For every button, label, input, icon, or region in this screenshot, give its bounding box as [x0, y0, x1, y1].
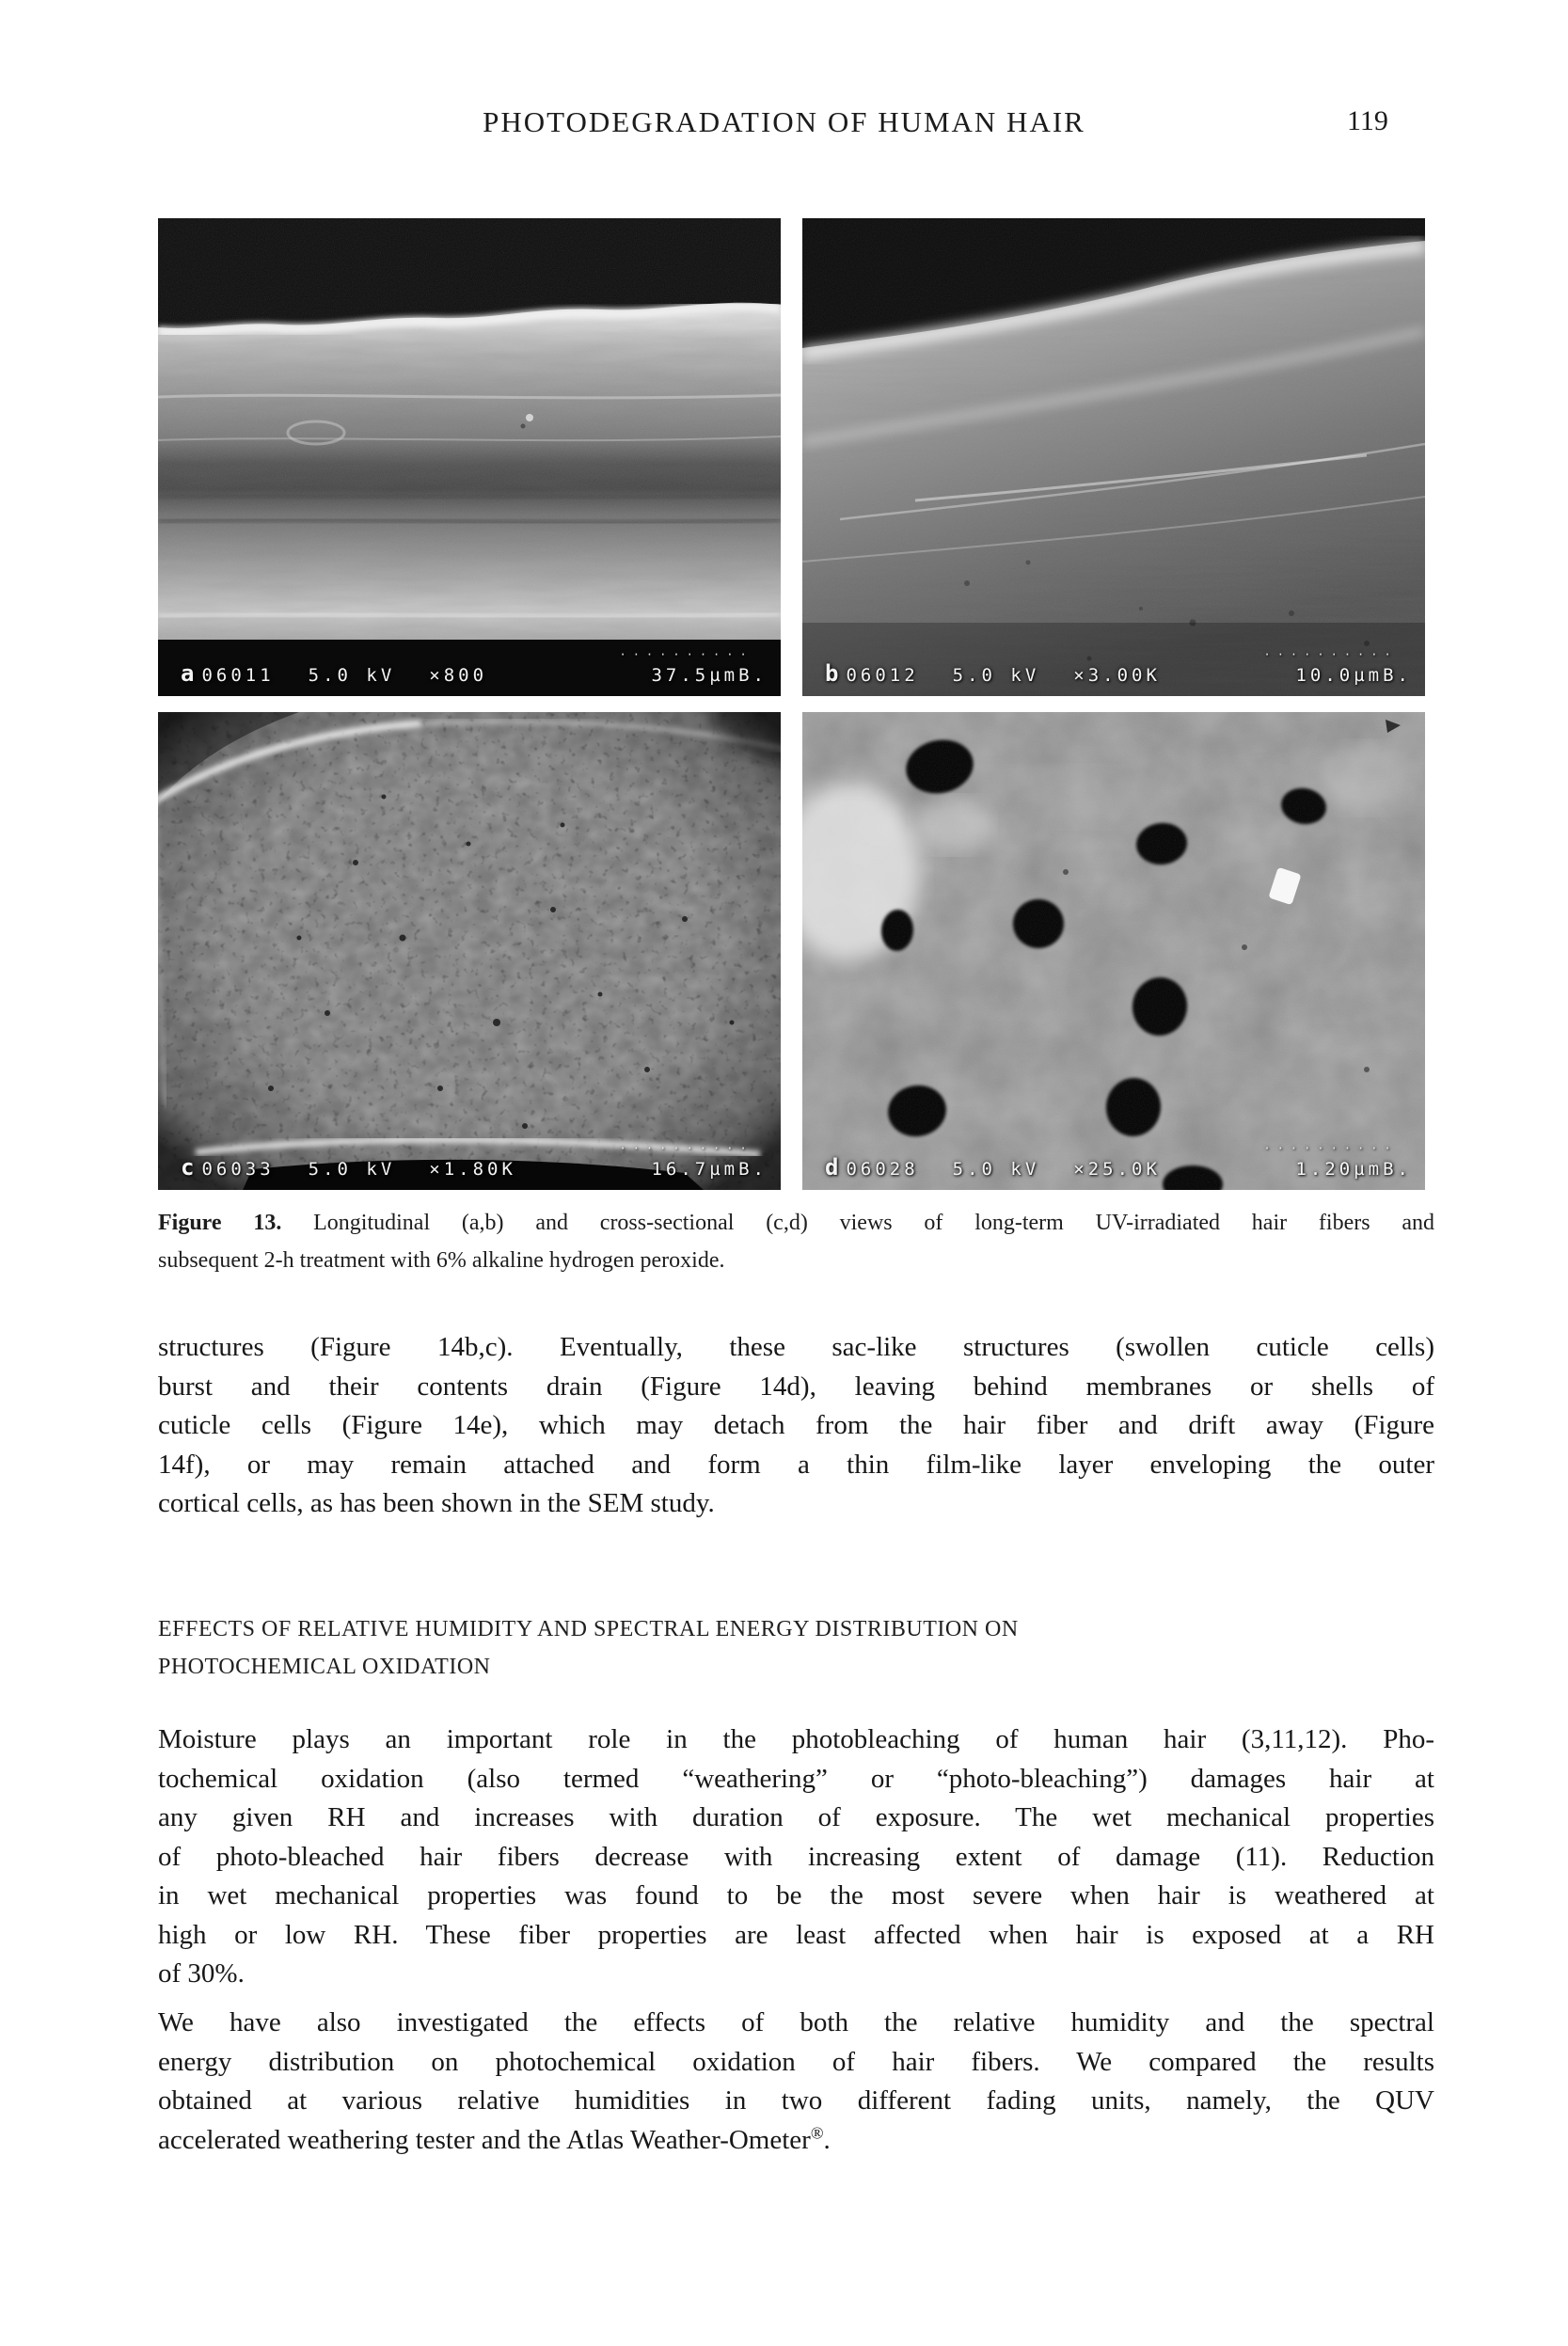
sem-scale — [619, 648, 768, 686]
paragraph-line: obtained at various relative humidities in two different fading units, namely, the QUV — [158, 2085, 1434, 2116]
sem-magnification: ×3.00K — [1073, 665, 1161, 686]
micrograph-a — [158, 218, 781, 696]
paragraph-2 — [158, 1720, 1434, 1994]
paragraph-last-line — [158, 2121, 1434, 2161]
section-heading-line-1: EFFECTS OF RELATIVE HUMIDITY AND SPECTRAL ENERGY DISTRIBUTION ON — [158, 1617, 1019, 1641]
sem-voltage: 5.0 kV — [308, 665, 396, 686]
sem-frame-letter: d — [825, 1154, 843, 1181]
sem-scale — [1263, 648, 1412, 686]
sem-frame-letter: b — [825, 660, 843, 687]
paragraph-line: 14f), or may remain attached and form a thin film-like layer enveloping the outer — [158, 1449, 1434, 1480]
paragraph-line: cortical cells, as has been shown in the SEM study. — [158, 1488, 715, 1518]
sem-voltage: 5.0 kV — [952, 1159, 1040, 1180]
sem-label-c — [181, 1142, 768, 1181]
sem-scale-value: 1.20µmB. — [1295, 1159, 1412, 1180]
sem-frame-letter: c — [181, 1154, 198, 1181]
sem-frame-id: 06028 — [846, 1159, 919, 1180]
sem-voltage: 5.0 kV — [952, 665, 1040, 686]
micrograph-d — [802, 712, 1425, 1190]
registered-trademark-symbol: ® — [810, 2122, 824, 2142]
page-number: 119 — [1347, 105, 1388, 136]
sem-scalebar-ticks: ·········· — [1263, 1142, 1398, 1155]
sem-image-d — [802, 712, 1425, 1190]
sem-magnification: ×800 — [429, 665, 488, 686]
sem-label-b — [825, 648, 1412, 687]
paragraph-line: cuticle cells (Figure 14e), which may detach from the hair fiber and drift away (Figure — [158, 1410, 1434, 1440]
running-head-title: PHOTODEGRADATION OF HUMAN HAIR — [483, 105, 1085, 138]
paragraph-line-end: . — [823, 2124, 831, 2155]
paragraph-line: energy distribution on photochemical oxidation of hair fibers. We compared the results — [158, 2046, 1434, 2077]
paragraph-1 — [158, 1328, 1434, 1524]
sem-scalebar-ticks: ·········· — [1263, 648, 1398, 661]
figure-caption — [158, 1204, 1434, 1279]
sem-label-d — [825, 1142, 1412, 1181]
sem-magnification: ×1.80K — [429, 1159, 516, 1180]
paragraph-line: burst and their contents drain (Figure 14d), leaving behind membranes or shells of — [158, 1371, 1434, 1402]
sem-frame-letter: a — [181, 660, 198, 687]
sem-magnification: ×25.0K — [1073, 1159, 1161, 1180]
paragraph-line: of 30%. — [158, 1958, 245, 1989]
sem-scale — [619, 1142, 768, 1180]
sem-image-c — [158, 712, 781, 1190]
sem-scale-value: 37.5µmB. — [651, 665, 768, 686]
paragraph-line-text: accelerated weathering tester and the Atlas Weather-Ometer — [158, 2124, 811, 2155]
sem-frame-id: 06033 — [201, 1159, 275, 1180]
figure-caption-text: Longitudinal (a,b) and cross-sectional (c,d) views of long-term UV-irradiated hair fibers and — [313, 1211, 1435, 1235]
figure-caption-line-1 — [158, 1204, 1434, 1242]
sem-image-a — [158, 218, 781, 696]
figure-caption-lead: Figure 13. — [158, 1211, 282, 1235]
paragraph-line: tochemical oxidation (also termed “weathering” or “photo-bleaching”) damages hair at — [158, 1763, 1434, 1794]
paragraph-line: structures (Figure 14b,c). Eventually, these sac-like structures (swollen cuticle cells) — [158, 1332, 1434, 1362]
sem-image-b — [802, 218, 1425, 696]
paragraph-3 — [158, 2004, 1434, 2160]
section-heading — [158, 1610, 1434, 1686]
sem-frame-id: 06012 — [846, 665, 919, 686]
paragraph-line: of photo-bleached hair fibers decrease with increasing extent of damage (11). Reduction — [158, 1841, 1434, 1872]
sem-scale-value: 16.7µmB. — [651, 1159, 768, 1180]
paragraph-line: any given RH and increases with duration of exposure. The wet mechanical properties — [158, 1802, 1434, 1832]
paragraph-line: in wet mechanical properties was found to be the most severe when hair is weathered at — [158, 1880, 1434, 1910]
micrograph-c — [158, 712, 781, 1190]
sem-scalebar-ticks: ·········· — [619, 648, 753, 661]
sem-scale-value: 10.0µmB. — [1295, 665, 1412, 686]
paragraph-line: high or low RH. These fiber properties are least affected when hair is exposed at a RH — [158, 1919, 1434, 1950]
sem-scale — [1263, 1142, 1412, 1180]
paragraph-line: We have also investigated the effects of both the relative humidity and the spectral — [158, 2007, 1434, 2037]
sem-label-a — [181, 648, 768, 687]
sem-voltage: 5.0 kV — [308, 1159, 396, 1180]
section-heading-line-2: PHOTOCHEMICAL OXIDATION — [158, 1655, 491, 1679]
figure-caption-line-2: subsequent 2-h treatment with 6% alkaline hydrogen peroxide. — [158, 1248, 725, 1273]
sem-scalebar-ticks: ·········· — [619, 1142, 753, 1155]
sem-frame-id: 06011 — [201, 665, 275, 686]
paragraph-line: Moisture plays an important role in the photobleaching of human hair (3,11,12). Pho- — [158, 1724, 1434, 1754]
figure-13-grid — [158, 218, 1425, 1190]
micrograph-b — [802, 218, 1425, 696]
